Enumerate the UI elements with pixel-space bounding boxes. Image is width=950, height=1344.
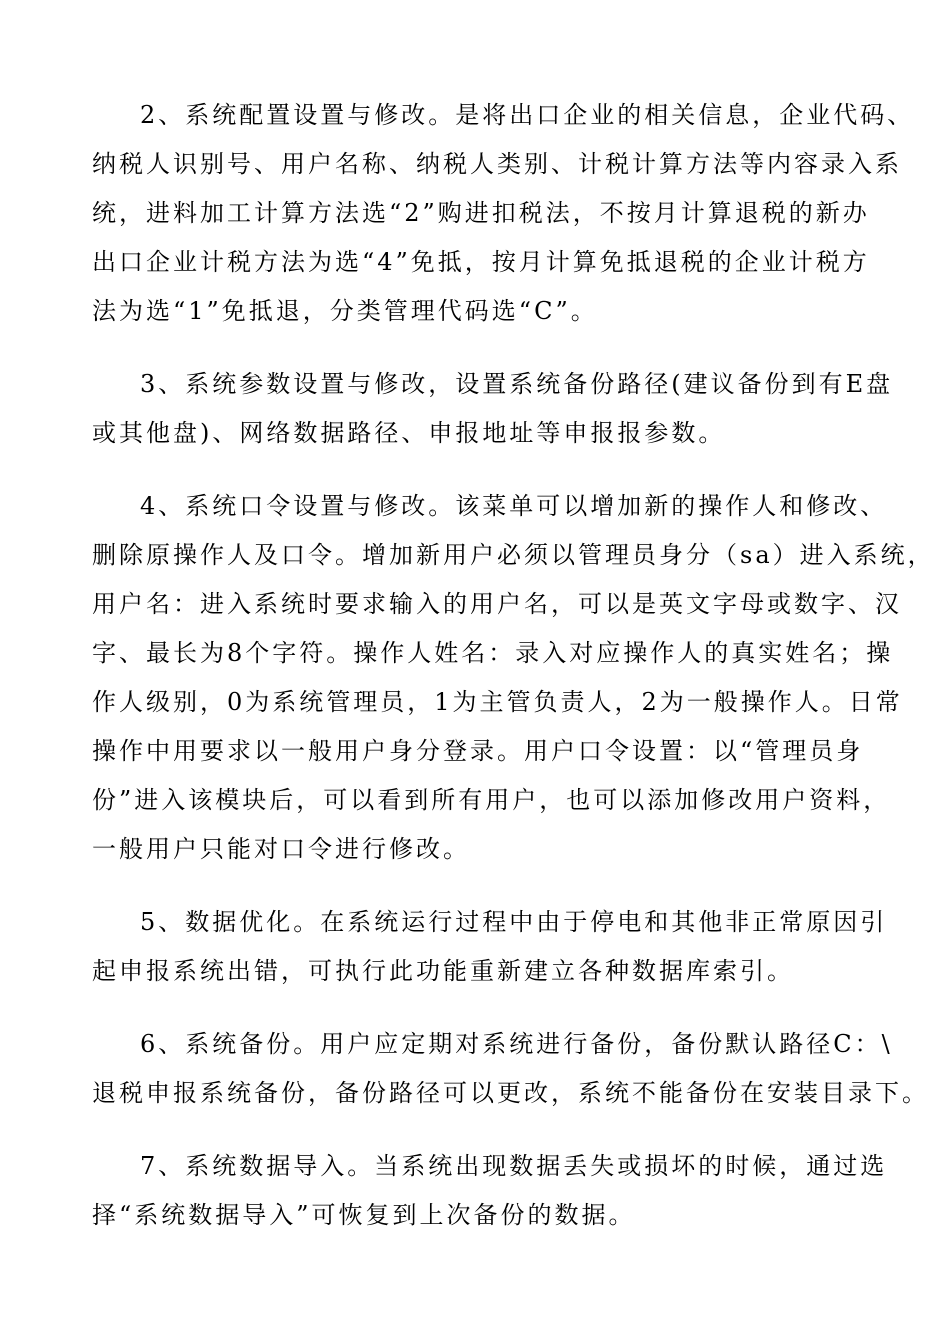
paragraph-data-optimization xyxy=(92,898,888,996)
text-line: 或其他盘)、网络数据路径、申报地址等申报报参数。 xyxy=(92,419,726,447)
text-line: 4、系统口令设置与修改。该菜单可以增加新的操作人和修改、 xyxy=(140,492,888,520)
text-line: 操作中用要求以一般用户身分登录。用户口令设置：以“管理员身 xyxy=(92,737,864,765)
text-line: 择“系统数据导入”可恢复到上次备份的数据。 xyxy=(92,1201,636,1229)
paragraph-data-import xyxy=(92,1142,888,1240)
text-line: 3、系统参数设置与修改，设置系统备份路径(建议备份到有E盘 xyxy=(140,370,894,398)
text-line: 7、系统数据导入。当系统出现数据丢失或损坏的时候，通过选 xyxy=(140,1152,888,1180)
text-line: 6、系统备份。用户应定期对系统进行备份，备份默认路径C：\ xyxy=(140,1030,893,1058)
text-line: 份”进入该模块后，可以看到所有用户，也可以添加修改用户资料， xyxy=(92,786,891,814)
text-line: 用户名：进入系统时要求输入的用户名，可以是英文字母或数字、汉 xyxy=(92,590,902,618)
text-line: 出口企业计税方法为选“4”免抵，按月计算免抵退税的企业计税方 xyxy=(92,248,870,276)
text-line: 统，进料加工计算方法选“2”购进扣税法，不按月计算退税的新办 xyxy=(92,199,870,227)
text-line: 退税申报系统备份，备份路径可以更改，系统不能备份在安装目录下。 xyxy=(92,1079,929,1107)
text-line: 一般用户只能对口令进行修改。 xyxy=(92,835,470,863)
text-line: 纳税人识别号、用户名称、纳税人类别、计税计算方法等内容录入系 xyxy=(92,150,902,178)
paragraph-system-params xyxy=(92,360,894,458)
document-body xyxy=(92,91,935,1264)
text-line: 2、系统配置设置与修改。是将出口企业的相关信息，企业代码、 xyxy=(140,101,915,129)
text-line: 字、最长为8个字符。操作人姓名：录入对应操作人的真实姓名；操 xyxy=(92,639,894,667)
paragraph-system-backup xyxy=(92,1020,929,1118)
text-line: 起申报系统出错，可执行此功能重新建立各种数据库索引。 xyxy=(92,957,794,985)
paragraph-system-password xyxy=(92,482,935,874)
text-line: 作人级别，0为系统管理员，1为主管负责人，2为一般操作人。日常 xyxy=(92,688,903,716)
text-line: 5、数据优化。在系统运行过程中由于停电和其他非正常原因引 xyxy=(140,908,888,936)
text-line: 删除原操作人及口令。增加新用户必须以管理员身分（sa）进入系统， xyxy=(92,541,935,569)
paragraph-system-config xyxy=(92,91,915,336)
text-line: 法为选“1”免抵退，分类管理代码选“C”。 xyxy=(92,297,598,325)
